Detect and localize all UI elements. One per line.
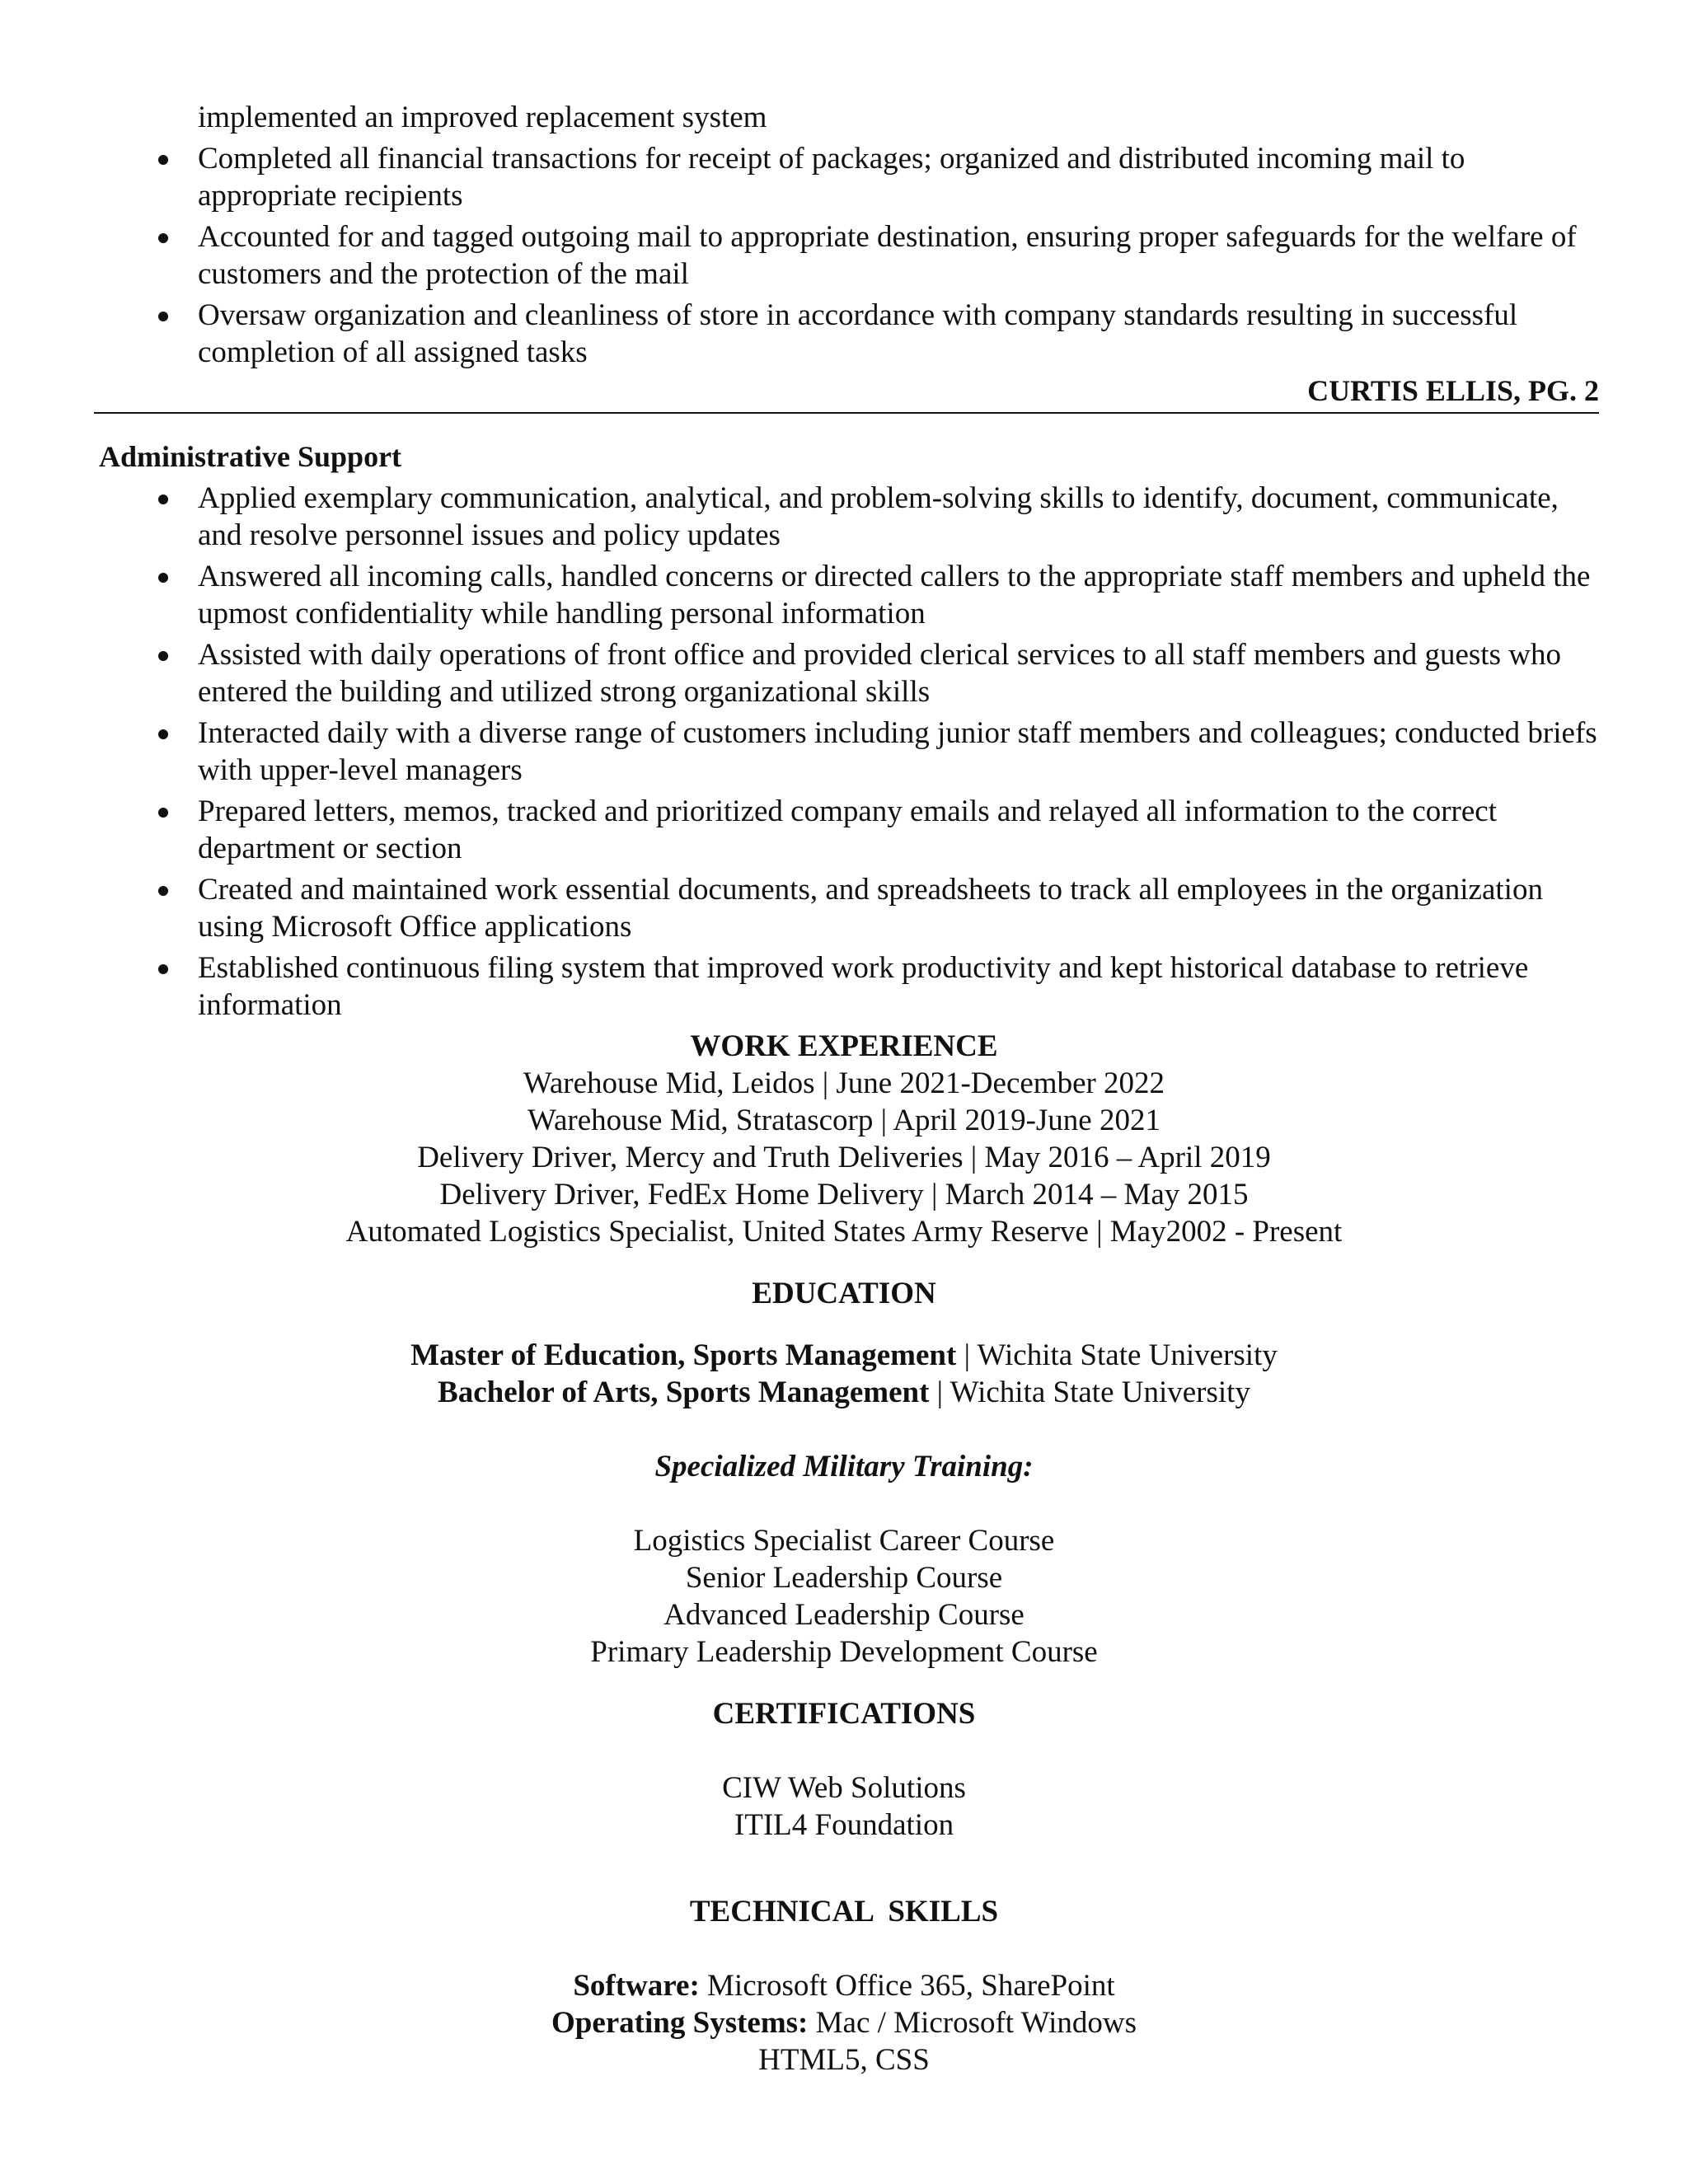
degree-school: | Wichita State University bbox=[956, 1338, 1278, 1372]
military-training-heading: Specialized Military Training: bbox=[654, 1450, 1034, 1483]
skills-software-label: Software: bbox=[573, 1969, 700, 2003]
certification-item: CIW Web Solutions bbox=[722, 1771, 966, 1805]
work-item: Automated Logistics Specialist, United States Army Reserve | May2002 - Present bbox=[345, 1215, 1343, 1249]
list-item: Interacted daily with a diverse range of customers including junior staff members and colleagues; conducted briefs with upper-level managers bbox=[198, 715, 1599, 789]
training-item: Primary Leadership Development Course bbox=[590, 1635, 1098, 1669]
skills-os-label: Operating Systems: bbox=[551, 2006, 809, 2040]
list-item: Oversaw organization and cleanliness of store in accordance with company standards resulting in successful completion of all assigned tasks bbox=[198, 297, 1599, 371]
degree-line bbox=[0, 1374, 1688, 1411]
education-heading: EDUCATION bbox=[752, 1277, 936, 1310]
page-header-label: CURTIS ELLIS, PG. 2 bbox=[1307, 374, 1599, 407]
admin-support-heading: Administrative Support bbox=[99, 440, 402, 473]
degree-school: | Wichita State University bbox=[929, 1376, 1250, 1409]
certification-item: ITIL4 Foundation bbox=[734, 1808, 954, 1842]
certifications-heading: CERTIFICATIONS bbox=[712, 1697, 976, 1731]
work-item: Delivery Driver, FedEx Home Delivery | March 2014 – May 2015 bbox=[439, 1178, 1249, 1212]
list-item: Prepared letters, memos, tracked and prioritized company emails and relayed all information to the correct department or section bbox=[198, 793, 1599, 867]
training-item: Senior Leadership Course bbox=[685, 1561, 1003, 1595]
degree-name: Master of Education, Sports Management bbox=[410, 1338, 957, 1372]
training-item: Logistics Specialist Career Course bbox=[633, 1524, 1055, 1558]
admin-bullet-list bbox=[198, 480, 1599, 1028]
list-item: Completed all financial transactions for receipt of packages; organized and distributed incoming mail to appropriate recipients bbox=[198, 140, 1599, 214]
header-divider bbox=[94, 412, 1599, 414]
work-item: Delivery Driver, Mercy and Truth Deliveries | May 2016 – April 2019 bbox=[417, 1141, 1271, 1174]
top-bullet-list bbox=[198, 140, 1599, 375]
skills-software-line bbox=[0, 1967, 1688, 2004]
skills-os-line bbox=[0, 2004, 1688, 2041]
skills-software-value: Microsoft Office 365, SharePoint bbox=[699, 1969, 1115, 2003]
skills-os-value: Mac / Microsoft Windows bbox=[808, 2006, 1137, 2040]
degree-line bbox=[0, 1337, 1688, 1374]
bullet-continuation: implemented an improved replacement system bbox=[198, 101, 767, 134]
list-item: Applied exemplary communication, analytical, and problem-solving skills to identify, document, communicate, and resolve personnel issues and policy updates bbox=[198, 480, 1599, 554]
degree-name: Bachelor of Arts, Sports Management bbox=[438, 1376, 930, 1409]
work-item: Warehouse Mid, Leidos | June 2021-December 2022 bbox=[523, 1066, 1165, 1100]
work-item: Warehouse Mid, Stratascorp | April 2019-June 2021 bbox=[528, 1104, 1160, 1137]
list-item: Created and maintained work essential documents, and spreadsheets to track all employees in the organization using Microsoft Office applications bbox=[198, 871, 1599, 945]
list-item: Accounted for and tagged outgoing mail to appropriate destination, ensuring proper safeguards for the welfare of customers and the protection of the mail bbox=[198, 218, 1599, 293]
list-item: Established continuous filing system that improved work productivity and kept historical database to retrieve information bbox=[198, 949, 1599, 1024]
skills-other-line: HTML5, CSS bbox=[758, 2043, 930, 2077]
technical-skills-heading: TECHNICAL SKILLS bbox=[689, 1895, 999, 1929]
list-item: Assisted with daily operations of front office and provided clerical services to all staff members and guests who entered the building and utilized strong organizational skills bbox=[198, 636, 1599, 710]
work-experience-heading: WORK EXPERIENCE bbox=[690, 1029, 998, 1063]
training-item: Advanced Leadership Course bbox=[663, 1598, 1025, 1632]
list-item: Answered all incoming calls, handled concerns or directed callers to the appropriate staff members and upheld the upmost confidentiality while handling personal information bbox=[198, 558, 1599, 632]
